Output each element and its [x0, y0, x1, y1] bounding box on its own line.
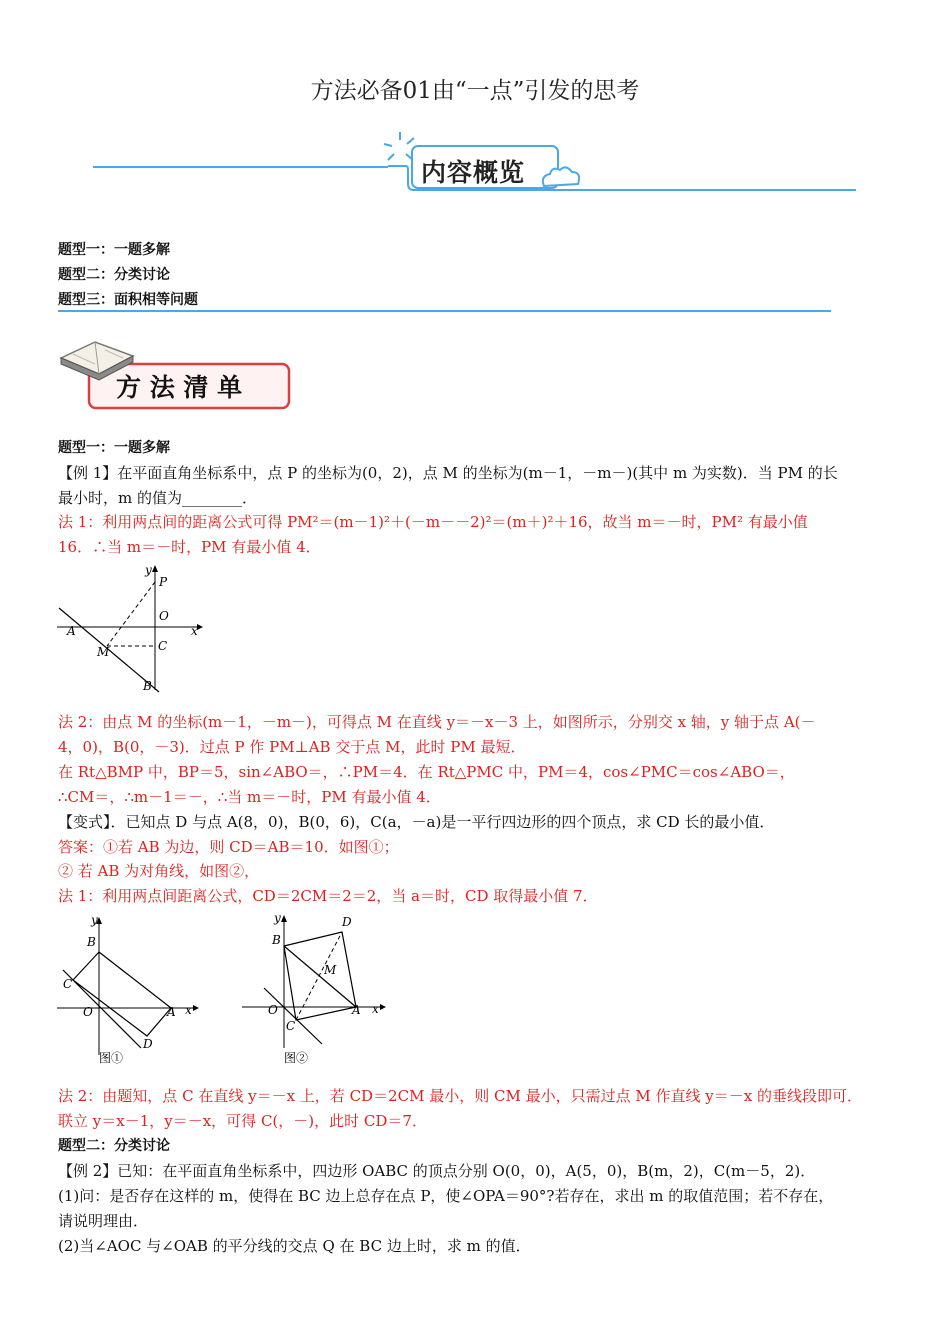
page-title: 方法必备01由“一点”引发的思考: [310, 78, 640, 104]
method1-line1: 法 1：利用两点间的距离公式可得 PM²＝(m－1)²＋(－m－－2)²＝(m＋)²＋16，故当 m＝－时，PM² 有最小值: [58, 513, 808, 531]
fig2-b-label: B: [87, 935, 96, 949]
fig1-m-label: M: [97, 645, 110, 659]
fig3-c-label: C: [286, 1019, 296, 1033]
fig2-x-label: x: [185, 1003, 192, 1017]
fig2-y-label: y: [91, 913, 98, 927]
sparkle-icon: [384, 132, 414, 160]
answer-method2-line1: 法 2：由题知，点 C 在直线 y＝－x 上，若 CD＝2CM 最小，则 CM 最小，只需过点 M 作直线 y＝－x 的垂线段即可．: [58, 1087, 862, 1105]
fig1-x-label: x: [191, 624, 198, 638]
fig3-o-label: O: [268, 1003, 278, 1017]
fig2-a-label: A: [167, 1005, 176, 1019]
fig3-x-label: x: [372, 1002, 379, 1016]
method2-line4: ∴CM＝，∴m－1＝－，∴当 m＝－时，PM 有最小值 4．: [58, 788, 441, 806]
overview-item-2: 题型二：分类讨论: [58, 267, 170, 283]
method-banner-label: 方 法 清 单: [116, 373, 243, 402]
method2-line3: 在 Rt△BMP 中，BP＝5，sin∠ABO＝，∴PM＝4．在 Rt△PMC 中，PM＝4，cos∠PMC＝cos∠ABO＝，: [58, 763, 795, 781]
fig2-caption: 图①: [99, 1051, 124, 1065]
fig1-b-label: B: [143, 679, 152, 693]
fig2-o-label: O: [83, 1005, 93, 1019]
fig3-y-label: y: [274, 911, 281, 925]
fig2-d-label: D: [143, 1037, 153, 1051]
example2-line4: (2)当∠AOC 与∠OAB 的平分线的交点 Q 在 BC 边上时，求 m 的值．: [58, 1237, 531, 1255]
variant-question: 【变式】．已知点 D 与点 A(8，0)，B(0，6)，C(a，－a)是一平行四边形的四个顶点，求 CD 长的最小值．: [58, 813, 775, 831]
example2-line2: (1)问：是否存在这样的 m，使得在 BC 边上总存在点 P，使∠OPA＝90°?若存在，求出 m 的取值范围；若不存在，: [58, 1187, 834, 1205]
example1-line2: 最小时，m 的值为________．: [58, 489, 257, 507]
answer-method1: 法 1：利用两点间距离公式，CD＝2CM＝2＝2，当 a＝时，CD 取得最小值 7．: [58, 887, 598, 905]
section-heading-1: 题型一：一题多解: [58, 440, 170, 456]
answer-method2-line2: 联立 y＝x－1，y＝－x，可得 C(，－)，此时 CD＝7．: [58, 1112, 427, 1130]
fig2-c-label: C: [63, 977, 73, 991]
answer-line1: 答案：①若 AB 为边，则 CD＝AB＝10．如图①；: [58, 838, 399, 856]
fig1-a-label: A: [67, 624, 76, 638]
fig1-y-label: y: [145, 563, 152, 577]
figure-2: [55, 910, 205, 1070]
fig3-d-label: D: [342, 915, 352, 929]
example1-line1: 【例 1】在平面直角坐标系中，点 P 的坐标为(0，2)，点 M 的坐标为(m－1，－m－)(其中 m 为实数)．当 PM 的长: [58, 464, 838, 482]
example2-line1: 【例 2】已知：在平面直角坐标系中，四边形 OABC 的顶点分别 O(0，0)，A(5，0)，B(m，2)，C(m－5，2)．: [58, 1162, 816, 1180]
overview-banner-label: 内容概览: [421, 158, 526, 187]
fig3-a-label: A: [352, 1003, 361, 1017]
method2-line1: 法 2：由点 M 的坐标(m－1，－m－)，可得点 M 在直线 y＝－x－3 上，如图所示，分别交 x 轴，y 轴于点 A(－: [58, 713, 816, 731]
section-heading-2: 题型二：分类讨论: [58, 1138, 170, 1154]
fig1-c-label: C: [158, 639, 168, 653]
banner-left-line: [93, 166, 388, 168]
example2-line3: 请说明理由．: [58, 1212, 149, 1230]
fig1-o-label: O: [159, 609, 169, 623]
fig3-b-label: B: [272, 933, 281, 947]
figure-3: [238, 908, 398, 1070]
fig3-caption: 图②: [284, 1051, 309, 1065]
fig3-m-label: M: [324, 963, 337, 977]
figure-1: [55, 560, 205, 695]
overview-item-3: 题型三：面积相等问题: [58, 292, 198, 308]
overview-divider: [58, 310, 831, 312]
method1-line2: 16．∴当 m＝－时，PM 有最小值 4．: [58, 538, 321, 556]
overview-item-1: 题型一：一题多解: [58, 242, 170, 258]
fig1-p-label: P: [159, 575, 168, 589]
method2-line2: 4，0)，B(0，－3)．过点 P 作 PM⊥AB 交于点 M，此时 PM 最短．: [58, 738, 526, 756]
answer-line2: ② 若 AB 为对角线，如图②，: [58, 862, 260, 880]
